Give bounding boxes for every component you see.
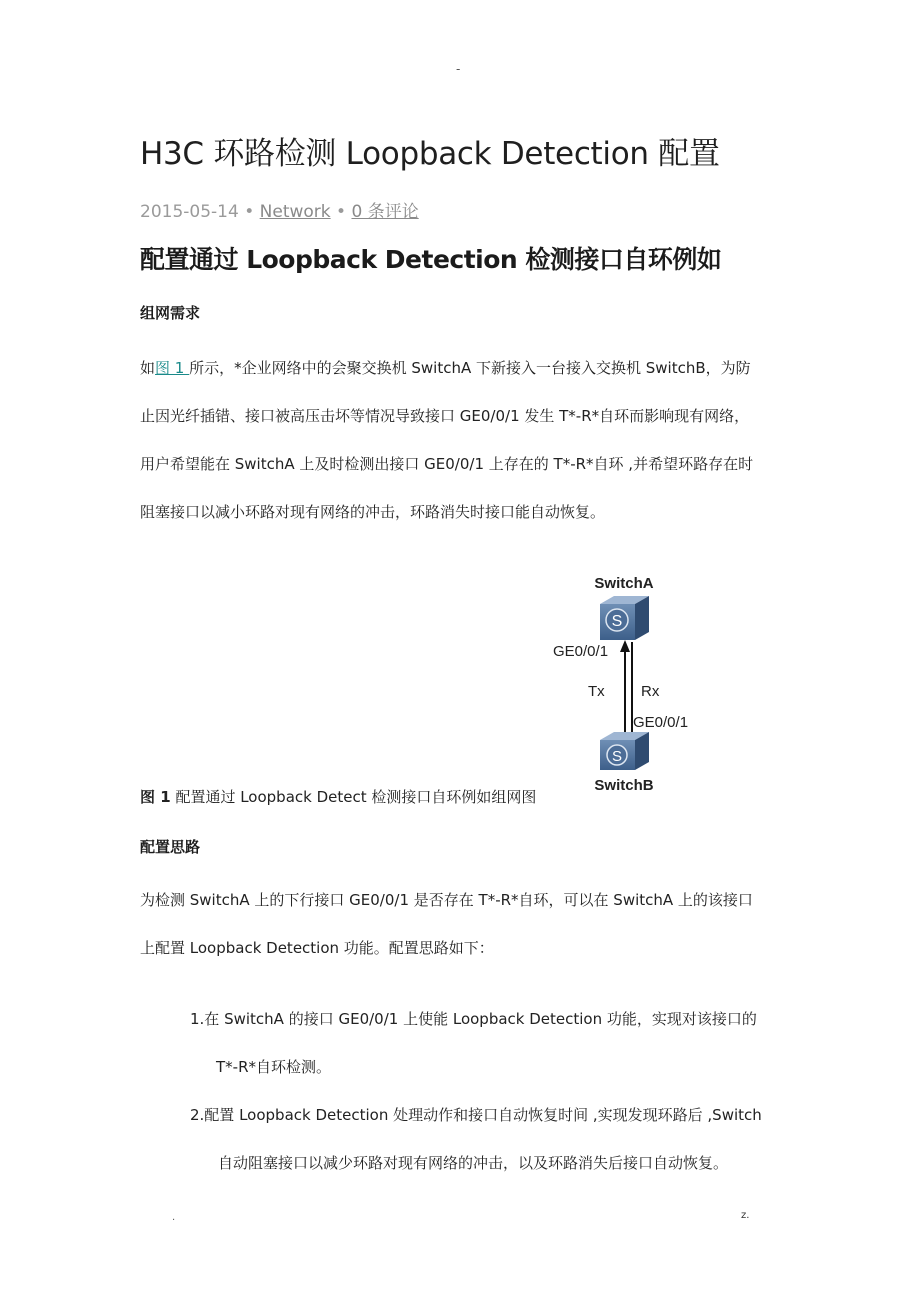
comments-link[interactable]: 0 条评论	[351, 202, 419, 222]
switch-a-icon	[600, 596, 649, 640]
switch-a-label: SwitchA	[594, 575, 654, 592]
footer-right-mark: z.	[741, 1210, 750, 1221]
section-title: 配置通过 Loopback Detection 检测接口自环例如	[140, 245, 722, 274]
network-diagram	[545, 570, 705, 798]
article-title: H3C 环路检测 Loopback Detection 配置	[140, 136, 720, 172]
page-header-mark: -	[456, 62, 461, 76]
step-line: 自动阻塞接口以减少环路对现有网络的冲击，以及环路消失后接口自动恢复。	[218, 1154, 729, 1172]
step-item-1	[190, 995, 790, 1091]
article-meta	[140, 197, 419, 222]
rx-label: Rx	[641, 683, 660, 700]
port-label-b: GE0/0/1	[633, 714, 689, 731]
step-line: T*-R*自环检测。	[216, 1058, 331, 1076]
port-label-a: GE0/0/1	[553, 643, 609, 660]
paragraph-line: 止因光纤插错、接口被高压击坏等情况导致接口 GE0/0/1 发生 T*-R*自环而影响现有网络，	[140, 407, 750, 425]
switch-icon-letter: S	[611, 748, 623, 765]
paragraph-prefix: 如	[140, 359, 156, 377]
subheading-configuration-approach: 配置思路	[140, 838, 201, 856]
category-link[interactable]: Network	[259, 202, 331, 222]
figure-1-link[interactable]: 图 1	[155, 359, 190, 377]
step-line: 1.在 SwitchA 的接口 GE0/0/1 上使能 Loopback Detection 功能，实现对该接口的	[190, 1010, 757, 1028]
paragraph-line: 为检测 SwitchA 上的下行接口 GE0/0/1 是否存在 T*-R*自环，可以在 SwitchA 上的该接口	[140, 891, 753, 909]
requirements-paragraph	[140, 344, 790, 536]
paragraph-line: 如图 1 所示，*企业网络中的会聚交换机 SwitchA 下新接入一台接入交换机 SwitchB，为防	[140, 359, 751, 377]
step-line: 2.配置 Loopback Detection 处理动作和接口自动恢复时间 ,实现发现环路后 ,Switch	[190, 1106, 762, 1124]
figure-caption	[140, 786, 536, 807]
tx-label: Tx	[588, 683, 605, 700]
meta-separator: •	[238, 202, 260, 222]
figure-label: 图 1	[140, 788, 171, 806]
paragraph-line: 阻塞接口以减小环路对现有网络的冲击，环路消失时接口能自动恢复。	[140, 503, 606, 521]
paragraph-line: 上配置 Loopback Detection 功能。配置思路如下：	[140, 939, 494, 957]
footer-left-mark: .	[172, 1212, 176, 1223]
meta-separator: •	[330, 202, 352, 222]
subheading-network-requirements: 组网需求	[140, 304, 201, 322]
step-item-2	[190, 1091, 790, 1187]
switch-b-icon	[600, 732, 649, 770]
paragraph-line: 用户希望能在 SwitchA 上及时检测出接口 GE0/0/1 上存在的 T*-R*自环 ,并希望环路存在时	[140, 455, 754, 473]
switch-b-label: SwitchB	[594, 777, 654, 794]
approach-paragraph	[140, 876, 790, 972]
post-date: 2015-05-14	[140, 202, 239, 222]
figure-caption-text: 配置通过 Loopback Detect 检测接口自环例如组网图	[170, 788, 537, 806]
switch-icon-letter: S	[611, 613, 623, 630]
